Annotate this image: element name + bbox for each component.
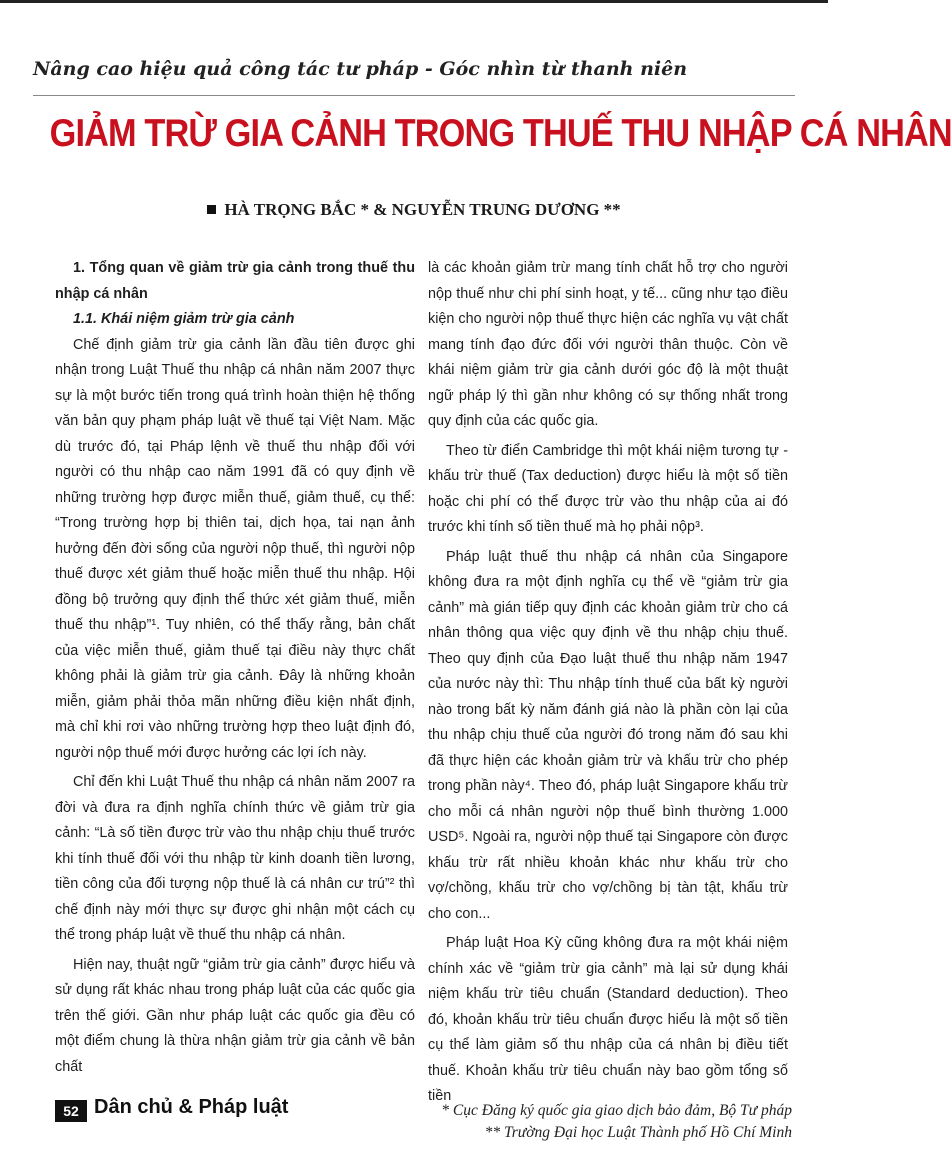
magazine-name: Dân chủ & Pháp luật <box>94 1096 289 1118</box>
article-title: GIẢM TRỪ GIA CẢNH TRONG THUẾ THU NHẬP CÁ NHÂN <box>49 112 952 155</box>
author-footnotes <box>372 1100 792 1144</box>
paragraph: Chế định giảm trừ gia cảnh lần đầu tiên được ghi nhận trong Luật Thuế thu nhập cá nhân năm 2007 thực sự là một bước tiến trong quá trình hoàn thiện hệ thống văn bản quy phạm pháp luật về thuế tại Việt Nam. Mặc dù trước đó, tại Pháp lệnh về thuế thu nhập đối với người có thu nhập cao năm 1991 đã có quy định về những trường hợp được miễn thuế, giảm thuế, cụ thể: “Trong trường hợp bị thiên tai, dịch họa, tai nạn ảnh hưởng đến đời sống của người nộp thuế, thì người nộp thuế được xét giảm thuế hoặc miễn thuế thu nhập. Hội đồng bộ trưởng quy định thể thức xét giảm thuế, miễn thuế thu nhập”¹. Tuy nhiên, có thể thấy rằng, bản chất của việc miễn thuế, giảm thuế tại điều này thực chất không phải là giảm trừ gia cảnh. Đây là những khoản miễn, giảm phải thỏa mãn những điều kiện nhất định, mà chỉ khi rơi vào những trường hợp theo luật định đó, người nộp thuế mới được hưởng các lợi ích này. <box>55 336 415 761</box>
page-number: 52 <box>55 1100 87 1122</box>
authors-text: HÀ TRỌNG BẮC * & NGUYỄN TRUNG DƯƠNG ** <box>224 200 621 219</box>
paragraph: là các khoản giảm trừ mang tính chất hỗ trợ cho người nộp thuế như chi phí sinh hoạt, y tế... cũng như tạo điều kiện cho người nộp thuế thực hiện các nghĩa vụ vật chất mang tính đạo đức đối với người thân thuộc. Còn về khái niệm giảm trừ gia cảnh dưới góc độ là một thuật ngữ pháp lý thì gần như không có sự thống nhất trong quy định của các quốc gia. <box>428 260 788 429</box>
header-divider <box>33 95 795 96</box>
article-authors <box>0 200 828 220</box>
paragraph: Hiện nay, thuật ngữ “giảm trừ gia cảnh” được hiểu và sử dụng rất khác nhau trong pháp luật của các quốc gia trên thế giới. Gần như pháp luật các quốc gia đều có một điểm chung là thừa nhận giảm trừ gia cảnh về bản chất <box>55 956 415 1075</box>
left-column <box>55 256 415 1080</box>
section-heading: 1. Tổng quan về giảm trừ gia cảnh trong thuế thu nhập cá nhân <box>55 260 415 302</box>
paragraph: Theo từ điển Cambridge thì một khái niệm tương tự - khấu trừ thuế (Tax deduction) được hiểu là một số tiền hoặc chi phí có thể được trừ vào thu nhập của ai đó trước khi tính số tiền thuế mà họ phải nộp³. <box>428 442 788 535</box>
top-border <box>0 0 828 3</box>
paragraph: Chỉ đến khi Luật Thuế thu nhập cá nhân năm 2007 ra đời và đưa ra định nghĩa chính thức về giảm trừ gia cảnh: “Là số tiền được trừ vào thu nhập chịu thuế trước khi tính thuế đối với thu nhập từ kinh doanh tiền lương, tiền công của đối tượng nộp thuế là cá nhân cư trú”² thì chế định này mới thực sự được ghi nhận một cách cụ thể trong pháp luật về thuế thu nhập cá nhân. <box>55 774 415 943</box>
paragraph: Pháp luật Hoa Kỳ cũng không đưa ra một khái niệm chính xác về “giảm trừ gia cảnh” mà lại sử dụng khái niệm khấu trừ tiêu chuẩn (Standard deduction). Theo đó, khoản khấu trừ tiêu chuẩn được hiểu là một số tiền cụ thể làm giảm số thu nhập của cá nhân bị điều tiết thuế. Khoản khấu trừ tiêu chuẩn này bao gồm tổng số tiền <box>428 935 788 1104</box>
series-header: Nâng cao hiệu quả công tác tư pháp - Góc nhìn từ thanh niên <box>33 58 688 80</box>
subsection-heading: 1.1. Khái niệm giảm trừ gia cảnh <box>73 311 295 327</box>
footnote: * Cục Đăng ký quốc gia giao dịch bảo đảm, Bộ Tư pháp <box>441 1102 792 1119</box>
right-column <box>428 256 788 1110</box>
square-bullet-icon <box>207 205 216 214</box>
footnote: ** Trường Đại học Luật Thành phố Hồ Chí Minh <box>484 1124 792 1141</box>
paragraph: Pháp luật thuế thu nhập cá nhân của Singapore không đưa ra một định nghĩa cụ thể về “giảm trừ gia cảnh” mà gián tiếp quy định các khoản giảm trừ cho cá nhân thông qua việc quy định về thu nhập chịu thuế. Theo quy định của Đạo luật thuế thu nhập năm 1947 của nước này thì: Thu nhập tính thuế của bất kỳ người nào trong bất kỳ năm đánh giá nào là phần còn lại của thu nhập chịu thuế của người đó trong năm đó sau khi đã thực hiện các khoản giảm trừ và khấu trừ cho phép trong phần này⁴. Theo đó, pháp luật Singapore khấu trừ cho mỗi cá nhân người nộp thuế bình thường 1.000 USD⁵. Ngoài ra, người nộp thuế tại Singapore còn được khấu trừ rất nhiều khoản khác như khấu trừ cho vợ/chồng, khấu trừ cho vợ/chồng bị tàn tật, khấu trừ cho con... <box>428 548 788 922</box>
